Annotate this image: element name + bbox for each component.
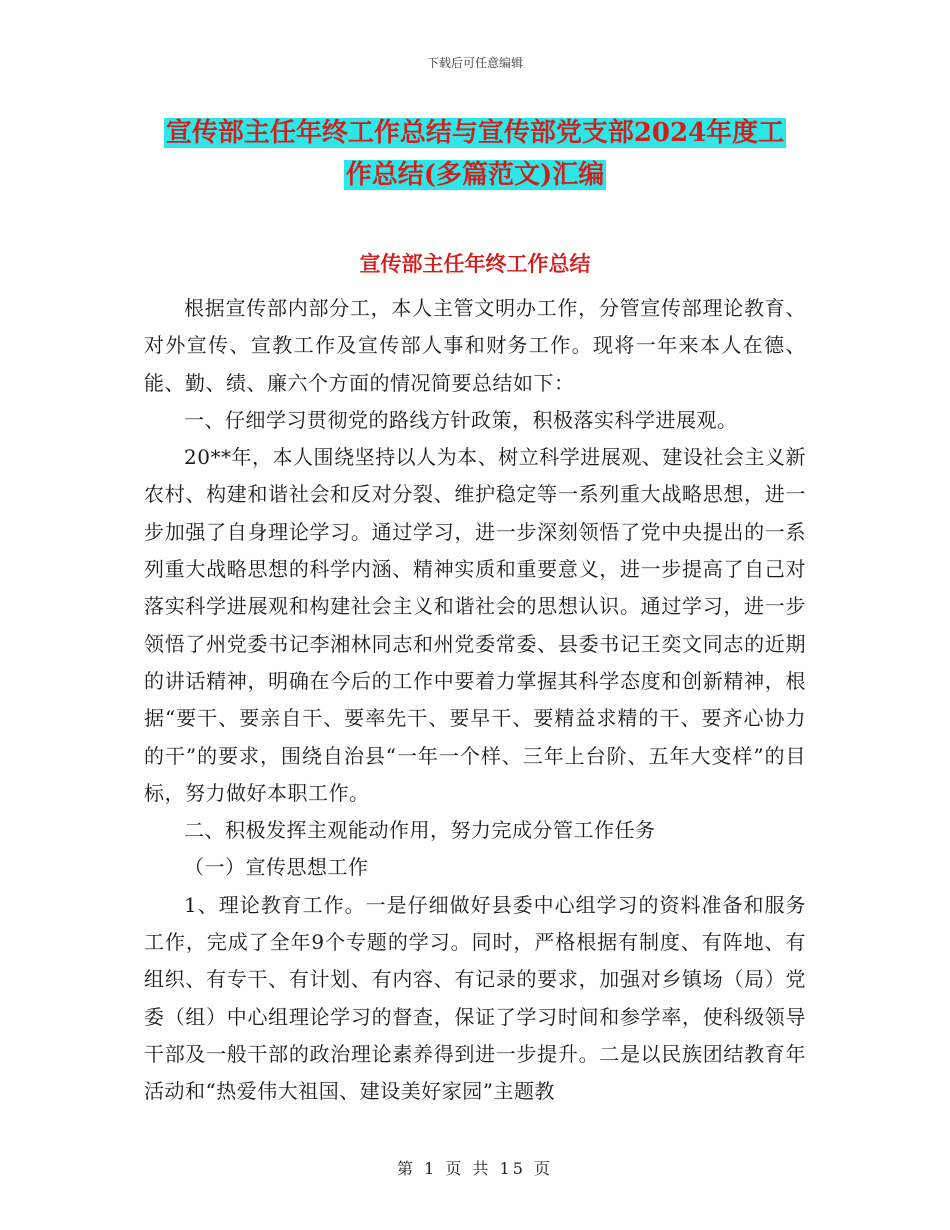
- paragraph: 二、积极发挥主观能动作用，努力完成分管工作任务: [184, 818, 656, 843]
- header-note: 下载后可任意编辑: [426, 56, 523, 70]
- document-title-line-2: 作总结(多篇范文)汇编: [345, 160, 605, 190]
- document-title-line-1: 宣传部主任年终工作总结与宣传部党支部2024年度工: [165, 118, 785, 148]
- document-body: [144, 290, 806, 1111]
- paragraph: 20**年，本人围绕坚持以人为本、树立科学进展观、建设社会主义新农村、构建和谐社会和反对分裂、维护稳定等一系列重大战略思想，进一步加强了自身理论学习。通过学习，进一步深刻领悟了党中央提出的一系列重大战略思想的科学内涵、精神实质和重要意义，进一步提高了自己对落实科学进展观和构建社会主义和谐社会的思想认识。通过学习，进一步领悟了州党委书记李湘林同志和州党委常委、县委书记王奕文同志的近期的讲话精神，明确在今后的工作中要着力掌握其科学态度和创新精神，根据“要干、要亲自干、要率先干、要早干、要精益求精的干、要齐心协力的干”的要求，围绕自治县“一年一个样、三年上台阶、五年大变样”的目标，努力做好本职工作。: [144, 445, 806, 805]
- paragraph: 根据宣传部内部分工，本人主管文明办工作，分管宣传部理论教育、对外宣传、宣教工作及宣传部人事和财务工作。现将一年来本人在德、能、勤、绩、廉六个方面的情况简要总结如下：: [144, 296, 806, 395]
- document-title: [0, 112, 950, 196]
- section-title: 宣传部主任年终工作总结: [359, 251, 591, 276]
- page-number: 第 1 页 共 15 页: [397, 1159, 553, 1178]
- paragraph: （一）宣传思想工作: [184, 855, 369, 880]
- paragraph: 1、理论教育工作。一是仔细做好县委中心组学习的资料准备和服务工作，完成了全年9个专题的学习。同时，严格根据有制度、有阵地、有组织、有专干、有计划、有内容、有记录的要求，加强对乡镇场（局）党委（组）中心组理论学习的督查，保证了学习时间和参学率，使科级领导干部及一般干部的政治理论素养得到进一步提升。二是以民族团结教育年活动和“热爱伟大祖国、建设美好家园”主题教: [144, 892, 806, 1104]
- paragraph: 一、仔细学习贯彻党的路线方针政策，积极落实科学进展观。: [184, 407, 738, 432]
